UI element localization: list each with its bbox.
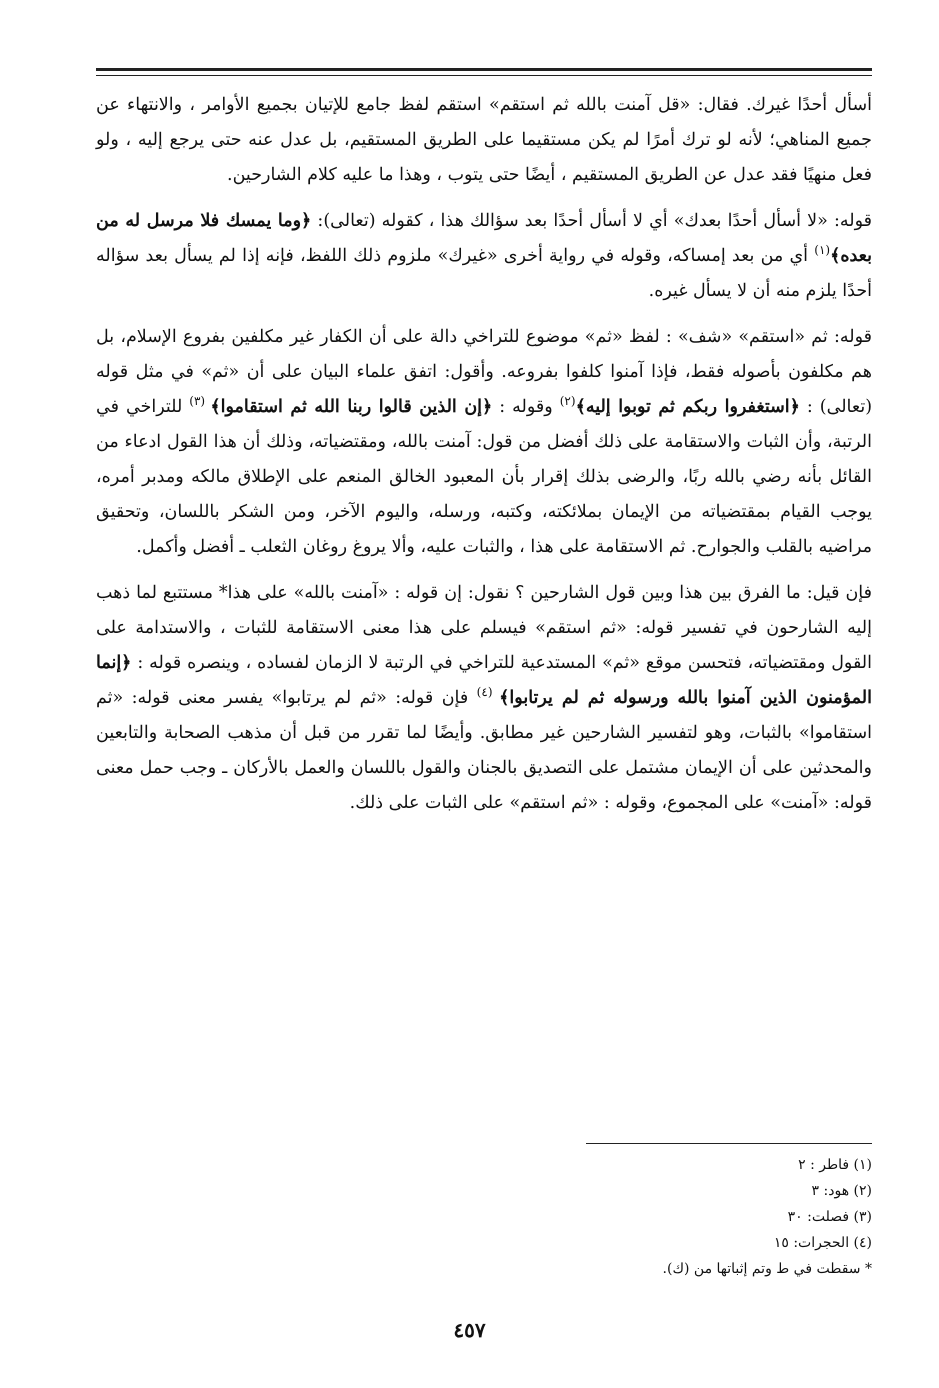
quran-quote: ﴿وما يمسك فلا مرسل له من بعده﴾ — [96, 211, 872, 266]
main-text — [96, 88, 872, 832]
footnote: (٤) الحجرات: ١٥ — [773, 1235, 872, 1251]
footnote: (٢) هود: ٣ — [811, 1183, 872, 1199]
quran-quote: ﴿استغفروا ربكم ثم توبوا إليه﴾ — [575, 397, 800, 417]
quran-quote: ﴿إن الذين قالوا ربنا الله ثم استقاموا﴾ — [210, 397, 493, 417]
quran-quote: ﴿إنما المؤمنون الذين آمنوا بالله ورسوله ثم لم يرتابوا﴾ — [96, 653, 872, 708]
paragraph — [96, 88, 872, 193]
text-run: وقوله : — [492, 397, 560, 417]
text-run: فإن قيل: ما الفرق بين هذا وبين قول الشارحين ؟ نقول: إن قوله : «آمنت بالله» على هذا* مستتبع لما ذهب إليه الشارحون في تفسير قوله: «ثم استقم» فيسلم على هذا معنى الاستقامة للثبات ، والاستدامة على القول ومقتضياته، فتحسن موقع «ثم» المستدعية للتراخي في الرتبة لا الزمان لفساده ، وينصره قوله : — [96, 583, 872, 673]
header-rule-thin — [96, 75, 872, 76]
footnote: (٣) فصلت: ٣٠ — [787, 1209, 872, 1225]
paragraph — [96, 204, 872, 309]
paragraph — [96, 320, 872, 565]
paragraph — [96, 576, 872, 821]
text-run: أي من بعد إمساكه، وقوله في رواية أخرى «غيرك» ملزوم ذلك اللفظ، فإنه إذا لم يسأل بعد سؤاله أحدًا يلزم منه أن لا يسأل غيره. — [96, 246, 872, 301]
text-run: قوله: «لا أسأل أحدًا بعدك» أي لا أسأل أحدًا بعد سؤالك هذا ، كقوله (تعالى): — [311, 211, 872, 231]
text-run: أسأل أحدًا غيرك. فقال: «قل آمنت بالله ثم استقم» استقم لفظ جامع للإتيان بجميع الأوامر ، والانتهاء عن جميع المناهي؛ لأنه لو ترك أمرًا لم يكن مستقيما على الطريق المستقيم، بل عدل عنه حتى يرجع إليه ، ولو فعل منهيًا فقد عدل عن الطريق المستقيم ، أيضًا حتى يتوب ، وهذا ما عليه كلام الشارحين. — [96, 95, 872, 185]
text-run: للتراخي في الرتبة، وأن الثبات والاستقامة على ذلك أفضل من قول: آمنت بالله، ومقتضياته، وذلك أن هذا القول ادعاء من القائل بأنه رضي بالله ربًا، والرضى بذلك إقرار بأن المعبود الخالق المنعم على الإطلاق مالكه ومدبر أمره، يوجب القيام بمقتضياته من الإيمان بملائكته، وكتبه، ورسله، واليوم الآخر، ومن الشكر باللسان، وتحقيق مراضيه بالقلب والجوارح. ثم الاستقامة على هذا ، والثبات عليه، وألا يروغ روغان الثعلب ـ أفضل وأكمل. — [96, 397, 872, 557]
footnote-marker: (١) — [814, 243, 831, 258]
footnote-marker: (٢) — [559, 394, 576, 409]
footnote-marker: (٣) — [189, 394, 211, 409]
page-number: ٤٥٧ — [453, 1318, 486, 1342]
text-run: فإن قوله: «ثم لم يرتابوا» يفسر معنى قوله: «ثم استقاموا» بالثبات، وهو لتفسير الشارحين غير مطابق. وأيضًا لما تقرر من قبل أن مذهب الصحابة والتابعين والمحدثين على أن الإيمان مشتمل على التصديق بالجنان والقول باللسان والعمل بالأركان ـ وجب حمل معنى قوله: «آمنت» على المجموع، وقوله : «ثم استقم» على الثبات على ذلك. — [96, 688, 872, 813]
text-run: قوله: ثم «استقم» «شف» : لفظ «ثم» موضوع للتراخي دالة على أن الكفار غير مكلفين بفروع الإسلام، بل هم مكلفون بأصوله فقط، فإذا آمنوا كلفوا بفروعه. وأقول: اتفق علماء البيان على أن «ثم» في مثل قوله (تعالى) : — [96, 327, 873, 417]
header-rule-thick — [96, 68, 872, 71]
footnote: * سقطت في ط وتم إثباتها من (ك). — [662, 1261, 872, 1277]
footnote: (١) فاطر : ٢ — [798, 1157, 872, 1173]
footnote-separator — [586, 1143, 872, 1144]
footnote-marker: (٤) — [476, 685, 500, 700]
footnotes — [472, 1152, 872, 1282]
